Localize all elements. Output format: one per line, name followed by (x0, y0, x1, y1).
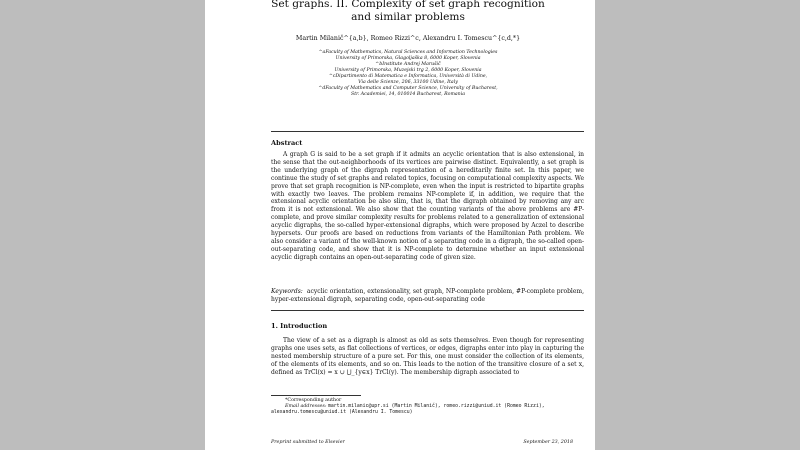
keywords (271, 288, 584, 304)
affiliation-line: University of Primorska, Muzejski trg 2, 6000 Koper, Slovenia (334, 68, 482, 73)
footnote-emails: martin.milanic@upr.si (Martin Milanič), romeo.rizzi@uniud.it (Romeo Rizzi), (328, 404, 545, 410)
footnote-email-label: Email addresses: (285, 404, 327, 410)
paper-title: Set graphs. II. Complexity of set graph recognition and similar problems (271, 0, 545, 23)
affiliation-line: University of Primorska, Glagoljaška 8, 6000 Koper, Slovenia (335, 56, 481, 61)
footnote-emails-2: alexandru.tomescu@uniud.it (Alexandru I. Tomescu) (271, 410, 413, 416)
affiliation-line: ^dFaculty of Mathematics and Computer Science, University of Bucharest, (318, 86, 498, 91)
affiliation-line: ^cDipartimento di Matematica e Informatica, Università di Udine, (328, 74, 488, 79)
intro-text: The view of a set as a digraph is almost as old as sets themselves. Even though for representing graphs one uses sets, as flat collections of vertices, or edges, digraphs enter into play in capturing the nested membership structure of a pure set. For this, one must consider the collection of its elements, of the elements of its elements, and so on. This leads to the notion of the transitive closure of a set x, defined as TrCl(x) = x ∪ ⋃_{y∈x} TrCl(y). The membership digraph associated to (271, 337, 584, 376)
affiliation-line: ^bInstitute Andrej Marušič (375, 62, 441, 67)
abstract-top-rule (271, 131, 584, 132)
keywords-label: Keywords: (271, 288, 303, 295)
affiliation-line: ^aFaculty of Mathematics, Natural Sciences and Information Technologies (318, 50, 498, 55)
footnotes (271, 398, 584, 417)
affiliation-line: Str. Academiei, 14, 010014 Bucharest, Romania (351, 92, 465, 97)
abstract-bottom-rule (271, 310, 584, 311)
right-background (595, 0, 800, 450)
footnote-rule (271, 395, 361, 396)
footnote-corresponding: *Corresponding author (285, 398, 342, 403)
footer-right: September 23, 2018 (523, 440, 573, 445)
paper-page (205, 0, 595, 450)
abstract-text: A graph G is said to be a set graph if it admits an acyclic orientation that is also extensional, in the sense that the out-neighborhoods of its vertices are pairwise distinct. Equivalently, a set graph is the underlying graph of the digraph representation of a hereditarily finite set. In this paper, we continue the study of set graphs and related topics, focusing on computational complexity aspects. We prove that set graph recognition is NP-complete, even when the input is restricted to bipartite graphs with exactly two leaves. The problem remains NP-complete if, in addition, we require that the extensional acyclic orientation be also slim, that is, that the digraph obtained by removing any arc from it is not extensional. We also show that the counting variants of the above problems are #P-complete, and prove similar complexity results for problems related to a generalization of extensional acyclic digraphs, the so-called hyper-extensional digraphs, which were proposed by Aczel to describe hypersets. Our proofs are based on reductions from variants of the Hamiltonian Path problem. We also consider a variant of the well-known notion of a separating code in a digraph, the so-called open-out-separating code, and show that it is NP-complete to determine whether an input extensional acyclic digraph contains an open-out-separating code of given size. (271, 151, 584, 261)
abstract-heading: Abstract (271, 139, 303, 147)
section-heading: 1. Introduction (271, 322, 328, 330)
left-background (0, 0, 205, 450)
affiliation-line: Via delle Scienze, 206, 33100 Udine, Italy (358, 80, 458, 85)
keywords-text: acyclic orientation, extensionality, set graph, NP-complete problem, #P-complete problem, hyper-extensional digraph, separating code, open-out-separating code (271, 288, 584, 303)
paper-authors: Martin Milanič^{a,b}, Romeo Rizzi^c, Alexandru I. Tomescu^{c,d,*} (295, 35, 521, 42)
affiliations (263, 50, 553, 98)
footer-left: Preprint submitted to Elsevier (271, 440, 345, 445)
